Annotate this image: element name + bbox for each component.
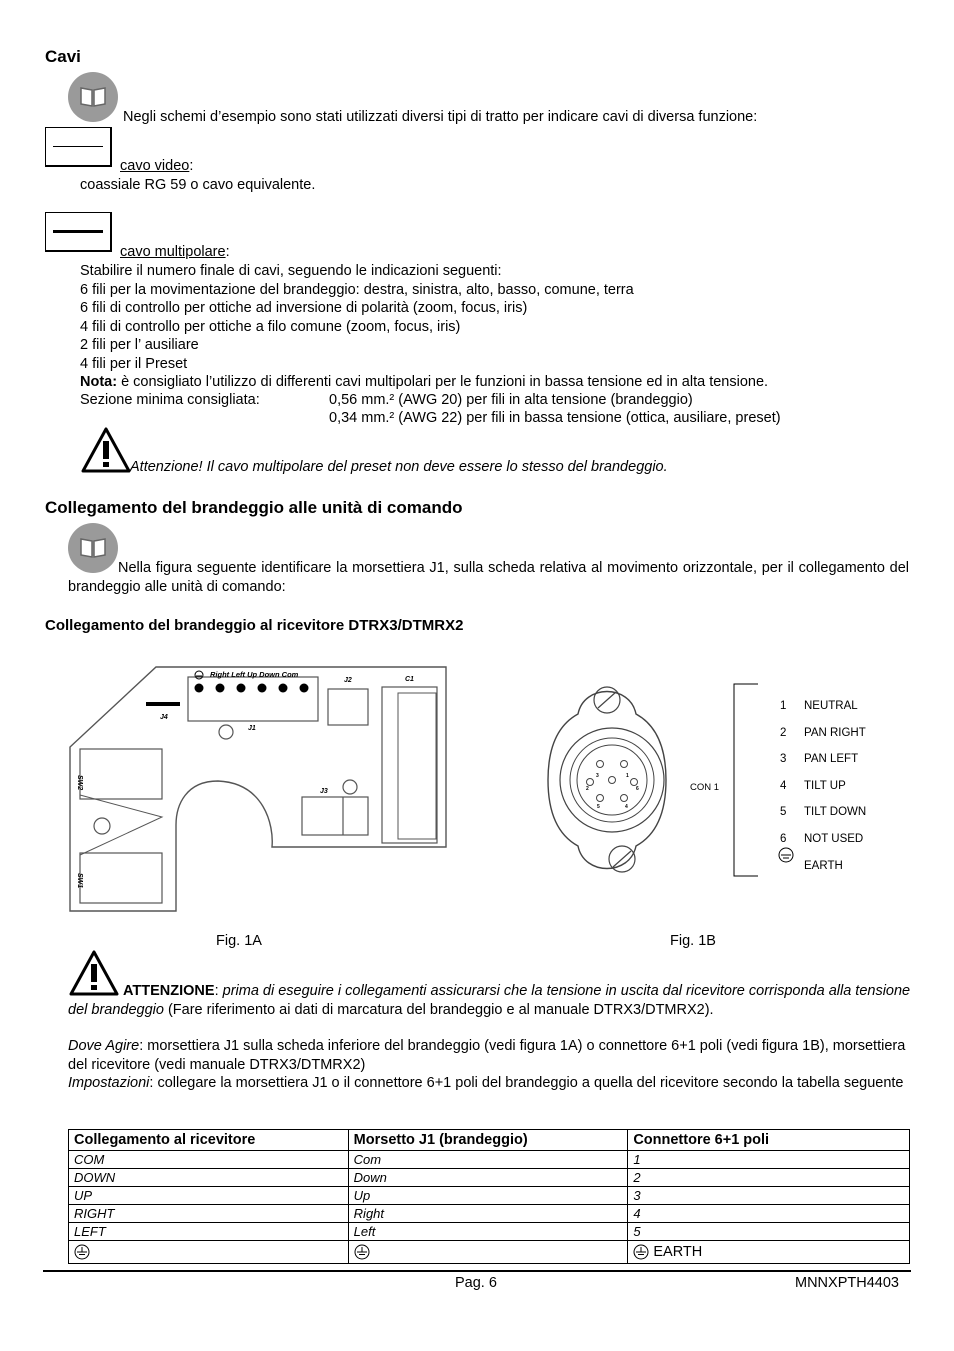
sw2-label: SW2	[76, 775, 83, 791]
pin-name: PAN LEFT	[804, 753, 859, 766]
j4-label: J4	[160, 714, 168, 721]
pin-row	[780, 693, 866, 720]
table-cell	[628, 1241, 910, 1264]
pin-label: 2	[586, 786, 589, 792]
instruction-line: 2 fili per l’ ausiliare	[80, 337, 199, 353]
pin-name: EARTH	[804, 859, 843, 872]
table-cell: Right	[348, 1205, 628, 1223]
sezione-value-1: 0,56 mm.² (AWG 20) per fili in alta tensione (brandeggio)	[329, 392, 693, 408]
pin-number: 1	[780, 700, 787, 712]
sezione-label: Sezione minima consigliata:	[80, 392, 260, 408]
pin-name: PAN RIGHT	[804, 726, 866, 739]
table-cell: 4	[628, 1205, 910, 1223]
section-title-collegamento: Collegamento del brandeggio alle unità di comando	[45, 498, 463, 517]
pin-number: 3	[780, 753, 787, 766]
table-row	[69, 1169, 910, 1187]
section-title-cavi: Cavi	[45, 47, 81, 66]
c1-label: C1	[405, 676, 414, 683]
j3-label: J3	[320, 788, 328, 795]
instruction-line: 6 fili per la movimentazione del brandeggio: destra, sinistra, alto, basso, comune, terra	[80, 281, 634, 298]
connection-table	[68, 1129, 910, 1264]
multipolar-instructions	[80, 262, 768, 392]
table-row	[69, 1205, 910, 1223]
fig1a-caption: Fig. 1A	[216, 933, 262, 949]
table-header: Connettore 6+1 poli	[628, 1130, 910, 1151]
table-cell: LEFT	[69, 1223, 349, 1241]
pin-label: 6	[636, 786, 639, 792]
terminal-labels: Right Left Up Down Com	[210, 670, 299, 679]
attenzione-colon: :	[214, 983, 223, 999]
attenzione-paragraph	[68, 982, 911, 1019]
table-header-row	[69, 1130, 910, 1151]
connection-table-wrap	[68, 1129, 910, 1264]
table-cell: COM	[69, 1151, 349, 1169]
dove-text: : morsettiera J1 sulla scheda inferiore del brandeggio (vedi figura 1A) o connettore 6+1 poli (vedi figura 1B), morsettiera del ricevitore (vedi manuale DTRX3/DTMRX2)	[68, 1038, 906, 1073]
pin-name: NOT USED	[804, 832, 864, 845]
multipolar-cable-symbol	[45, 212, 112, 252]
pin-number: 2	[780, 726, 787, 739]
video-cable-symbol	[45, 127, 112, 167]
table-cell: Down	[348, 1169, 628, 1187]
warning-preset-text: Attenzione! Il cavo multipolare del preset non deve essere lo stesso del brandeggio.	[130, 459, 668, 475]
pin-name: NEUTRAL	[804, 700, 858, 712]
instruction-line: 4 fili per il Preset	[80, 355, 188, 372]
nota-text: è consigliato l’utilizzo di differenti cavi multipolari per le funzioni in bassa tensione ed in alta tensione.	[117, 374, 769, 390]
instruction-line: Stabilire il numero finale di cavi, seguendo le indicazioni seguenti:	[80, 263, 502, 279]
dove-paragraph	[68, 1037, 911, 1074]
fig1b-caption: Fig. 1B	[670, 933, 716, 949]
video-cable-label: cavo video	[120, 158, 190, 174]
pin-label: 4	[625, 804, 628, 810]
table-row	[69, 1151, 910, 1169]
warning-triangle-icon	[81, 427, 131, 477]
nota-line	[80, 373, 768, 392]
footer-rule	[43, 1270, 911, 1272]
ground-symbol-icon	[633, 1244, 649, 1260]
table-row	[69, 1187, 910, 1205]
table-cell: 2	[628, 1169, 910, 1187]
instruction-line: 6 fili di controllo per ottiche ad inversione di polarità (zoom, focus, iris)	[80, 300, 528, 316]
table-cell: RIGHT	[69, 1205, 349, 1223]
pin-row	[780, 746, 866, 773]
page-number: Pag. 6	[455, 1275, 497, 1291]
attenzione-label: ATTENZIONE	[123, 983, 215, 999]
table-cell: DOWN	[69, 1169, 349, 1187]
pin-label: 3	[596, 773, 599, 779]
table-header: Morsetto J1 (brandeggio)	[348, 1130, 628, 1151]
pin-name: TILT DOWN	[804, 806, 867, 819]
table-row-earth	[69, 1241, 910, 1264]
table-cell: 5	[628, 1223, 910, 1241]
earth-text: EARTH	[653, 1243, 703, 1260]
pin-list	[780, 693, 866, 879]
impostazioni-label: Impostazioni	[68, 1075, 150, 1091]
document-code: MNNXPTH4403	[795, 1275, 899, 1291]
pin-number: 6	[780, 832, 787, 845]
dove-label: Dove Agire	[68, 1038, 140, 1054]
nota-label: Nota:	[80, 374, 118, 390]
sezione-value-2: 0,34 mm.² (AWG 22) per fili in bassa tensione (ottica, ausiliare, preset)	[329, 410, 781, 426]
collegamento-text: Nella figura seguente identificare la morsettiera J1, sulla scheda relativa al movimento orizzontale, per il collegamento del brandeggio alle unità di comando:	[68, 560, 909, 595]
pin-row	[780, 773, 866, 800]
table-cell	[69, 1241, 349, 1264]
ground-symbol-icon	[354, 1244, 370, 1260]
multipolar-cable-label: cavo multipolare	[120, 244, 226, 260]
pin-name: TILT UP	[804, 779, 846, 792]
figure-1a	[68, 665, 448, 919]
pin-number: 4	[780, 779, 787, 792]
pin-row	[780, 799, 866, 826]
sw1-label: SW1	[76, 873, 83, 889]
multipolar-colon: :	[225, 244, 230, 260]
table-cell: 3	[628, 1187, 910, 1205]
pin-label: 1	[626, 773, 629, 779]
j1-label: J1	[248, 725, 256, 732]
instruction-line: 4 fili di controllo per ottiche a filo comune (zoom, focus, iris)	[80, 318, 461, 335]
table-cell	[348, 1241, 628, 1264]
pin-label: 5	[597, 804, 600, 810]
multipolar-label-line	[120, 244, 230, 260]
table-cell: Left	[348, 1223, 628, 1241]
j2-label: J2	[344, 677, 352, 684]
video-cable-label-line	[120, 158, 193, 174]
video-cable-colon: :	[189, 158, 194, 174]
video-cable-desc: coassiale RG 59 o cavo equivalente.	[80, 177, 316, 193]
impostazioni-paragraph	[68, 1074, 911, 1093]
attenzione-normal: (Fare riferimento ai dati di marcatura del brandeggio e al manuale DTRX3/DTMRX2).	[163, 1001, 714, 1018]
pin-row	[780, 720, 866, 747]
table-cell: Com	[348, 1151, 628, 1169]
pin-row	[780, 853, 866, 880]
table-cell: UP	[69, 1187, 349, 1205]
ground-symbol-icon	[74, 1244, 90, 1260]
book-icon	[68, 72, 118, 122]
impostazioni-text: : collegare la morsettiera J1 o il connettore 6+1 poli del brandeggio a quella del ricevitore secondo la tabella seguente	[149, 1075, 904, 1091]
table-header: Collegamento al ricevitore	[69, 1130, 349, 1151]
table-cell: Up	[348, 1187, 628, 1205]
intro-text: Negli schemi d’esempio sono stati utilizzati diversi tipi di tratto per indicare cavi di diversa funzione:	[123, 109, 758, 125]
pin-row	[780, 826, 866, 853]
table-row	[69, 1223, 910, 1241]
attenzione-italic: prima di eseguire i collegamenti assicurarsi che la tensione in uscita dal ricevitore corrisponda alla tensione del brandeggio	[68, 983, 911, 1018]
table-cell: 1	[628, 1151, 910, 1169]
section-title-ricevitore: Collegamento del brandeggio al ricevitore DTRX3/DTMRX2	[45, 617, 464, 634]
con1-label: CON 1	[690, 782, 720, 793]
pin-number: 5	[780, 806, 787, 819]
